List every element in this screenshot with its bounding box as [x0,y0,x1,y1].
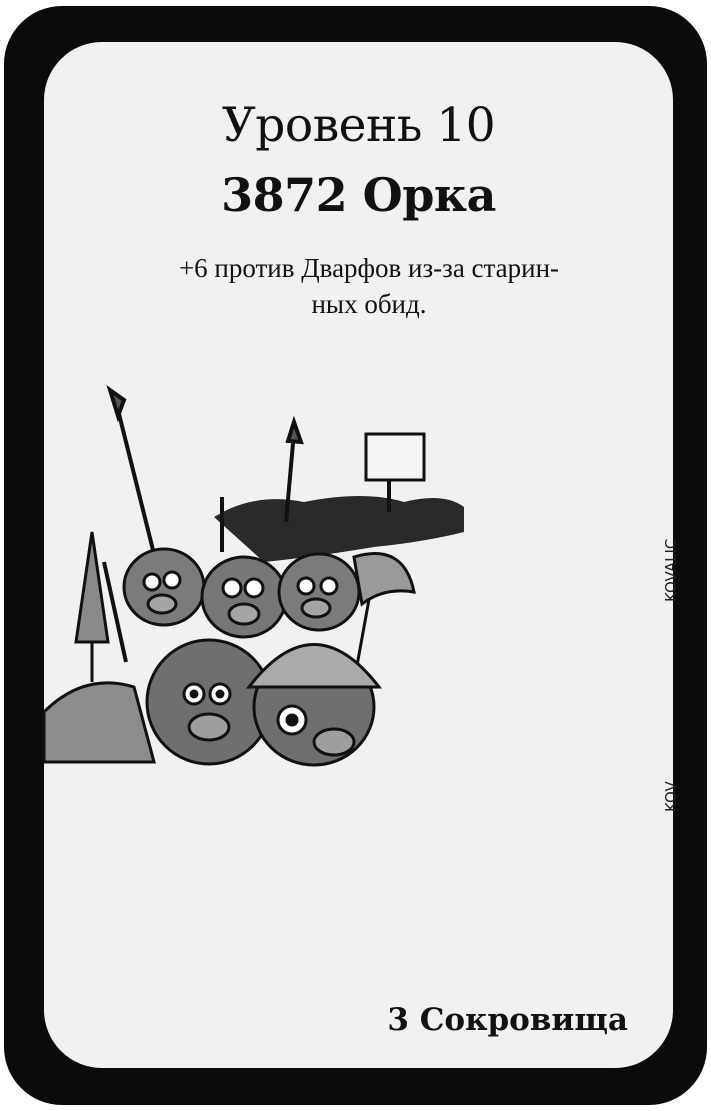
distant-horde [214,496,464,562]
treasure-count: 3 Сокровища [387,1002,628,1038]
axe-icon [354,554,414,682]
artist-signature-2: KOV [662,781,680,812]
rules-line-2: ных обид. [311,289,427,319]
monster-rules-text [84,250,654,322]
monster-level: Уровень 10 [221,98,496,153]
orc-front-helmet [249,645,379,766]
monster-card [4,6,707,1105]
orc-middle-right [279,554,359,630]
orc-middle-center [202,557,286,637]
orc-horde-illustration [44,342,484,762]
orc-front-left [147,640,271,764]
orc-middle-left [124,549,204,625]
artist-signature: KOVALIC [662,538,680,602]
monster-name: 3872 Орка [221,168,496,222]
card-face [44,42,680,1068]
rules-line-1: +6 против Дварфов из-за старин- [178,253,560,283]
